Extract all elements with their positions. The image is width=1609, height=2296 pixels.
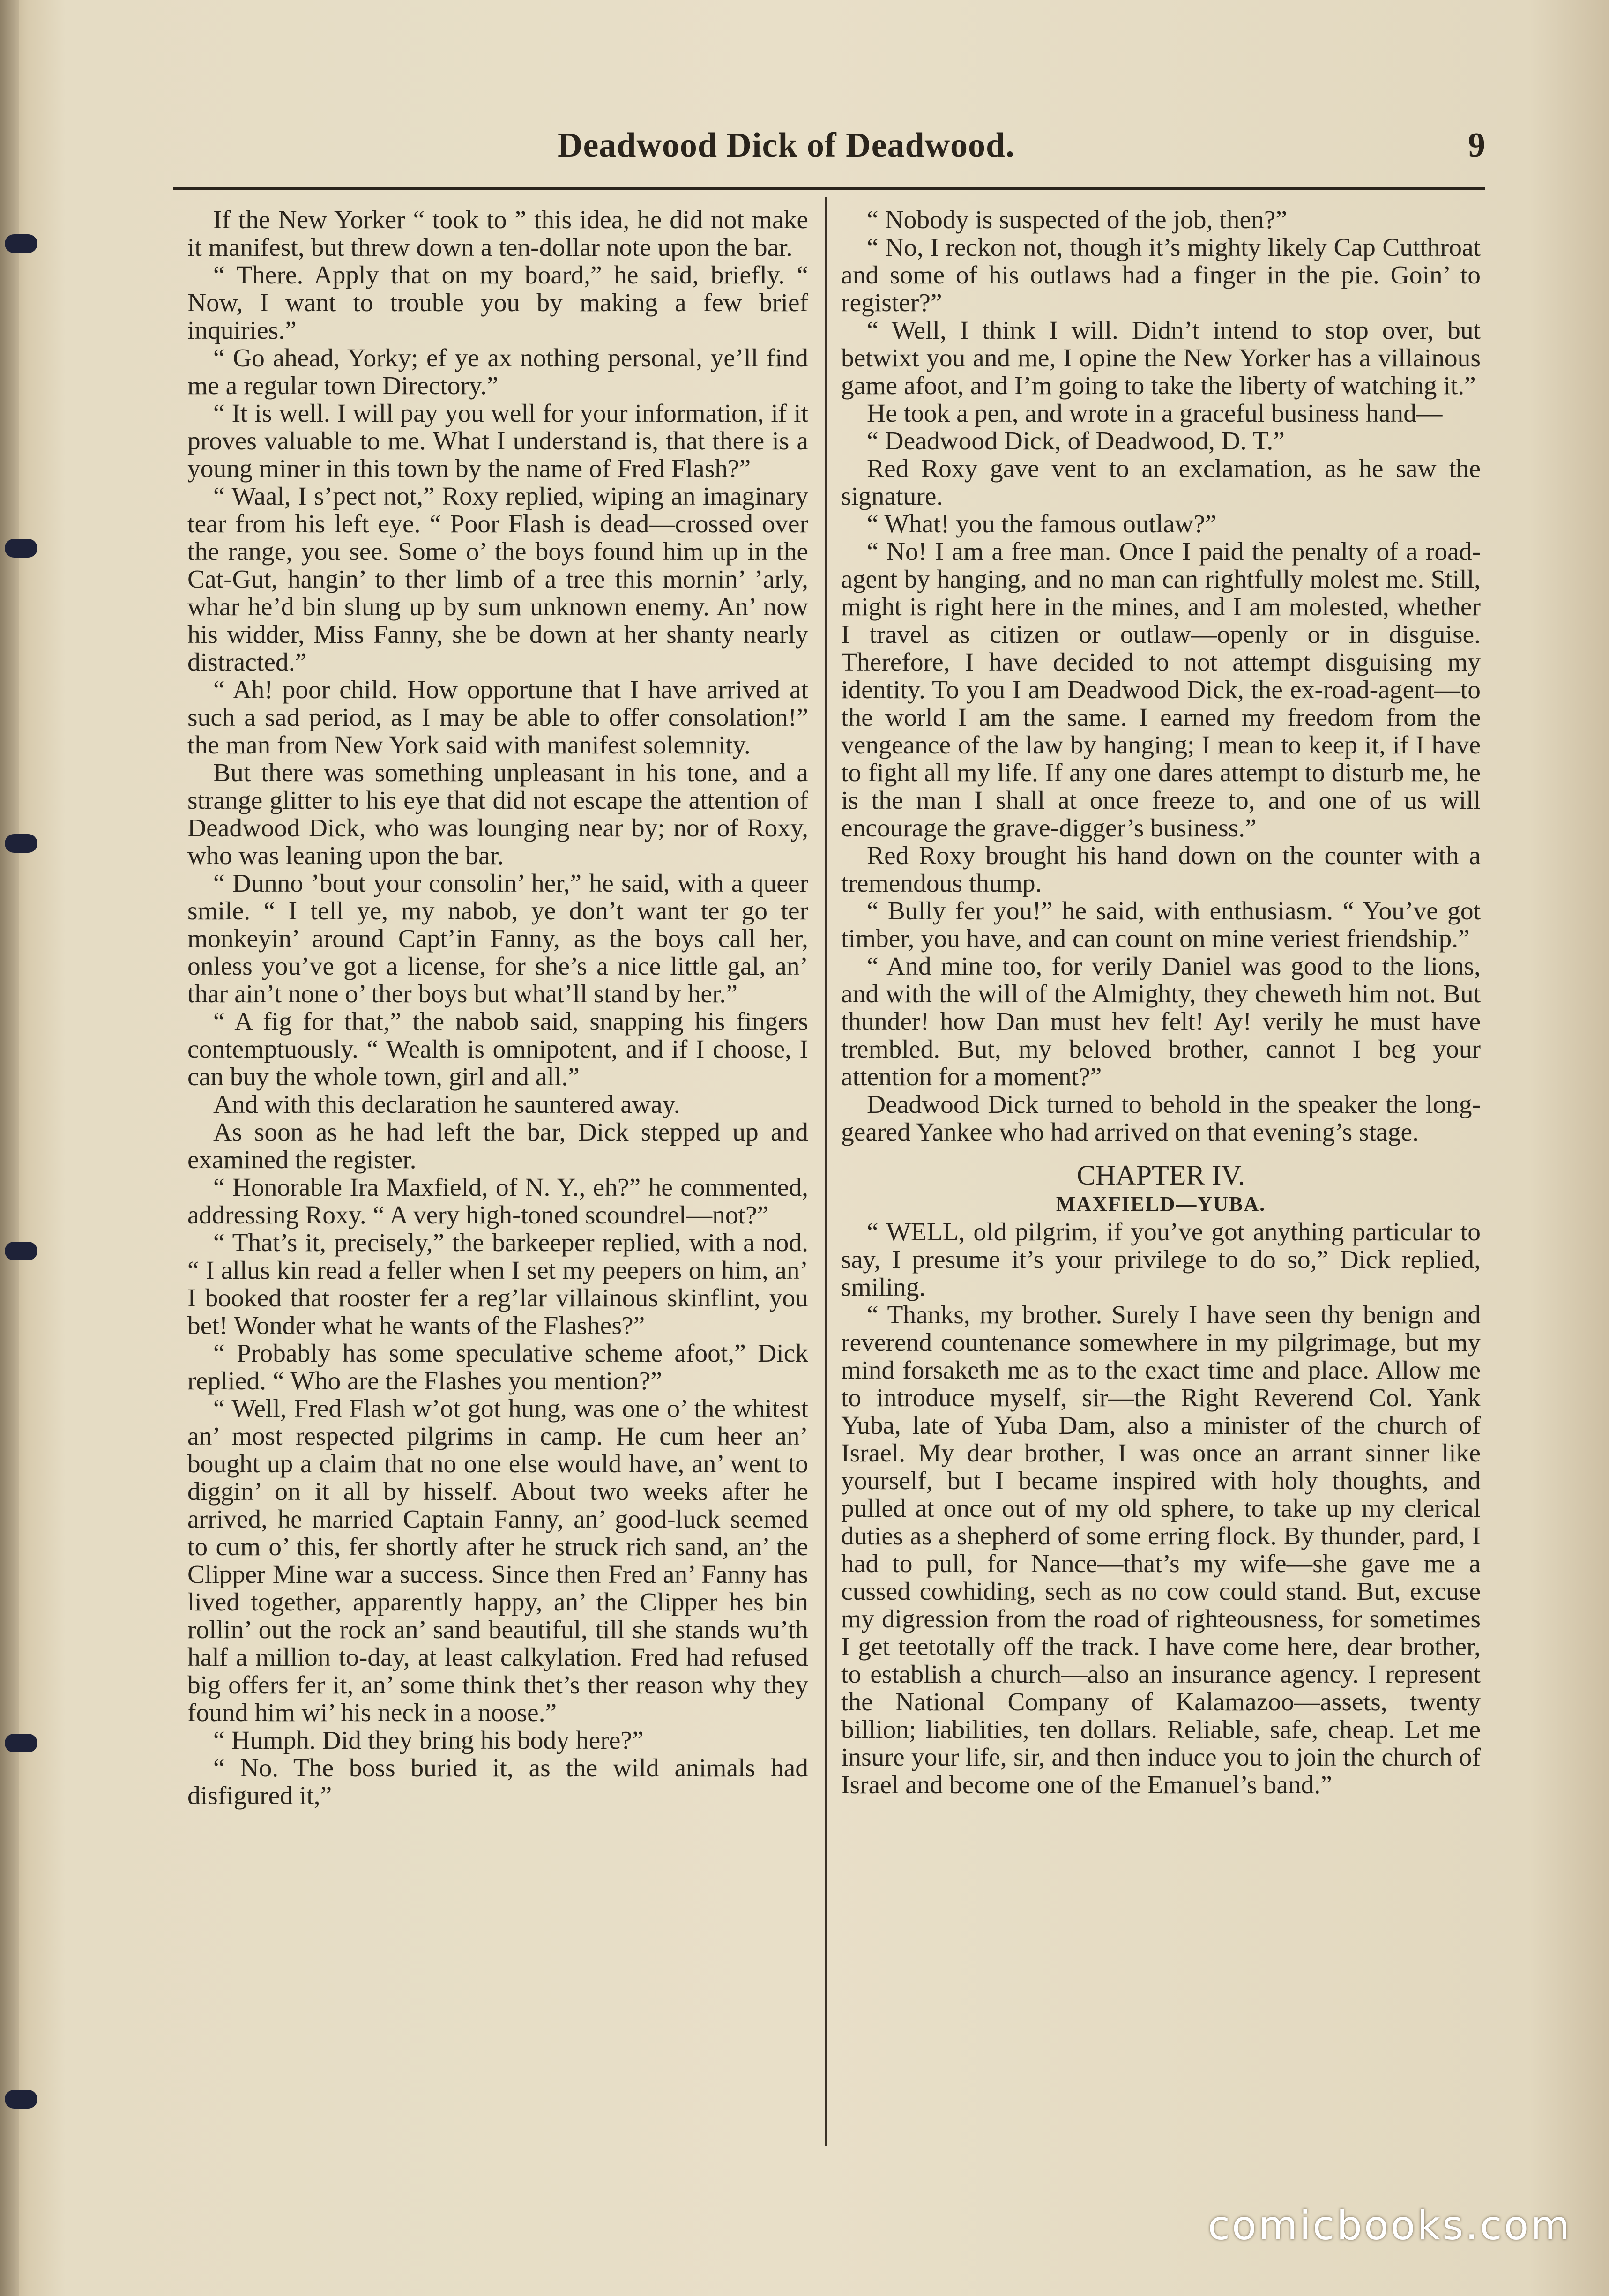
right-column — [841, 206, 1481, 1799]
left-column — [187, 206, 808, 1810]
paragraph: If the New Yorker “ took to ” this idea, he did not make it manifest, but threw down a ten-dollar note upon the bar. — [187, 206, 808, 262]
paragraph: “ What! you the famous outlaw?” — [867, 510, 1217, 538]
paragraph: “ And mine too, for verily Daniel was good to the lions, and with the will of the Almighty, they cheweth him not. But thunder! how Dan must hev felt! Ay! verily he must have trembled. But, my beloved brother, cannot I beg your attention for a moment?” — [841, 952, 1481, 1091]
header-rule — [173, 187, 1485, 190]
binding-stitch — [5, 1734, 37, 1752]
paragraph: Red Roxy brought his hand down on the counter with a tremendous thump. — [841, 842, 1481, 898]
paragraph: “ Honorable Ira Maxfield, of N. Y., eh?” he commented, addressing Roxy. “ A very high-toned scoundrel—not?” — [187, 1173, 808, 1230]
binding-stitch — [5, 539, 37, 558]
paragraph: “ Bully fer you!” he said, with enthusiasm. “ You’ve got timber, you have, and can count on mine veriest friendship.” — [841, 897, 1481, 953]
paragraph: “ WELL, old pilgrim, if you’ve got anything particular to say, I presume it’s your privilege to do so,” Dick replied, smiling. — [841, 1218, 1481, 1302]
running-title: Deadwood Dick of Deadwood. — [558, 126, 1015, 164]
paragraph: “ Well, I think I will. Didn’t intend to stop over, but betwixt you and me, I opine the New Yorker has a villainous game afoot, and I’m going to take the liberty of watching it.” — [841, 316, 1481, 400]
binding-stitch — [5, 834, 37, 853]
paragraph: As soon as he had left the bar, Dick stepped up and examined the register. — [187, 1118, 808, 1174]
paragraph: “ Deadwood Dick, of Deadwood, D. T.” — [867, 427, 1285, 455]
paragraph: “ No! I am a free man. Once I paid the penalty of a road-agent by hanging, and no man can rightfully molest me. Still, might is right here in the mines, and I am molested, whether I travel as citizen or outlaw—openly or in disguise. Therefore, I have decided to not attempt disguising my identity. To you I am Deadwood Dick, the ex-road-agent—to the world I am the same. I earned my freedom from the vengeance of the law by hanging; I mean to keep it, if I have to fight all my life. If any one dares attempt to disturb me, he is the man I shall at once freeze to, and one of us will encourage the grave-digger’s business.” — [841, 537, 1481, 842]
chapter-subheading: MAXFIELD—YUBA. — [1056, 1193, 1266, 1215]
paragraph: “ Thanks, my brother. Surely I have seen thy benign and reverend countenance somewhere in my pilgrimage, but my mind forsaketh me as to the exact time and place. Allow me to introduce myself, sir—the Right Reverend Col. Yank Yuba, late of Yuba Dam, also a minister of the church of Israel. My dear brother, I was once an arrant sinner like yourself, but I became inspired with holy thoughts, and pulled at once out of my old sphere, to take up my clerical duties as a shepherd of some erring flock. By thunder, pard, I had to pull, for Nance—that’s my wife—she gave me a cussed cowhiding, sech as no cow could stand. But, excuse my digression from the road of righteousness, for sometimes I get teetotally off the track. I have come here, dear brother, to establish a church—also an insurance agency. I represent the National Company of Kalamazoo—assets, twenty billion; liabilities, ten dollars. Reliable, safe, cheap. Let me insure your life, sir, and then induce you to join the church of Israel and become one of the Emanuel’s band.” — [841, 1301, 1481, 1799]
paragraph: He took a pen, and wrote in a graceful business hand— — [867, 399, 1443, 428]
binding-edge — [0, 0, 19, 2296]
paragraph: “ Dunno ’bout your consolin’ her,” he said, with a queer smile. “ I tell ye, my nabob, ye don’t want ter go ter monkeyin’ around Capt’in Fanny, as the boys call her, onless you’ve got a license, for she’s a nice little gal, an’ thar ain’t none o’ ther boys but what’ll stand by her.” — [187, 869, 808, 1008]
paragraph: “ A fig for that,” the nabob said, snapping his fingers contemptuously. “ Wealth is omnipotent, and if I choose, I can buy the whole town, girl and all.” — [187, 1007, 808, 1091]
column-divider — [825, 197, 827, 2146]
paragraph: “ Ah! poor child. How opportune that I have arrived at such a sad period, as I may be able to offer consolation!” the man from New York said with manifest solemnity. — [187, 676, 808, 760]
paragraph: “ Probably has some speculative scheme afoot,” Dick replied. “ Who are the Flashes you mention?” — [187, 1339, 808, 1395]
paragraph: Deadwood Dick turned to behold in the speaker the long-geared Yankee who had arrived on that evening’s stage. — [841, 1090, 1481, 1147]
binding-stitch — [5, 1242, 37, 1260]
paragraph: “ Well, Fred Flash w’ot got hung, was one o’ the whitest an’ most respected pilgrims in camp. He cum heer an’ bought up a claim that no one else would have, an’ went to diggin’ on it all by hisself. About two weeks after he arrived, he married Captain Fanny, an’ good-luck seemed to cum o’ this, fer shortly after he struck rich sand, an’ the Clipper Mine war a success. Since then Fred an’ Fanny has lived together, apparently happy, an’ the Clipper hes bin rollin’ out the rock an’ sand beautiful, till she stands wu’th half a million to-day, at least calkylation. Fred had refused big offers fer it, an’ some think thet’s ther reason why they found him wi’ his neck in a noose.” — [187, 1394, 808, 1727]
paragraph: “ No, I reckon not, though it’s mighty likely Cap Cutthroat and some of his outlaws had a finger in the pie. Goin’ to register?” — [841, 233, 1481, 317]
paragraph: “ No. The boss buried it, as the wild animals had disfigured it,” — [187, 1754, 808, 1810]
binding-stitch — [5, 2090, 37, 2109]
paragraph: Red Roxy gave vent to an exclamation, as he saw the signature. — [841, 455, 1481, 511]
paragraph: “ Nobody is suspected of the job, then?” — [867, 206, 1288, 234]
paragraph: “ It is well. I will pay you well for your information, if it proves valuable to me. What I understand is, that there is a young miner in this town by the name of Fred Flash?” — [187, 399, 808, 483]
page-header — [173, 126, 1485, 182]
watermark: comicbooks.com — [1207, 2202, 1572, 2249]
paragraph: “ Waal, I s’pect not,” Roxy replied, wiping an imaginary tear from his left eye. “ Poor Flash is dead—crossed over the range, you see. Some o’ the boys found him up in the Cat-Gut, hangin’ to ther limb of a tree this mornin’ ’arly, whar he’d bin slung up by sum unknown enemy. An’ now his widder, Miss Fanny, she be down at her shanty nearly distracted.” — [187, 482, 808, 677]
paragraph: “ Go ahead, Yorky; ef ye ax nothing personal, ye’ll find me a regular town Directory.” — [187, 344, 808, 400]
page-number: 9 — [1468, 126, 1485, 164]
paragraph: “ That’s it, precisely,” the barkeeper replied, with a nod. “ I allus kin read a feller when I set my peepers on him, an’ I booked that rooster fer a reg’lar villainous skinflint, you bet! Wonder what he wants of the Flashes?” — [187, 1229, 808, 1340]
paragraph: “ There. Apply that on my board,” he said, briefly. “ Now, I want to trouble you by making a few brief inquiries.” — [187, 261, 808, 345]
binding-stitch — [5, 234, 37, 253]
paragraph: And with this declaration he sauntered away. — [213, 1090, 680, 1119]
paragraph: “ Humph. Did they bring his body here?” — [213, 1726, 644, 1755]
chapter-heading: CHAPTER IV. — [1077, 1160, 1245, 1191]
paragraph: But there was something unpleasant in his tone, and a strange glitter to his eye that did not escape the attention of Deadwood Dick, who was lounging near by; nor of Roxy, who was leaning upon the bar. — [187, 759, 808, 870]
